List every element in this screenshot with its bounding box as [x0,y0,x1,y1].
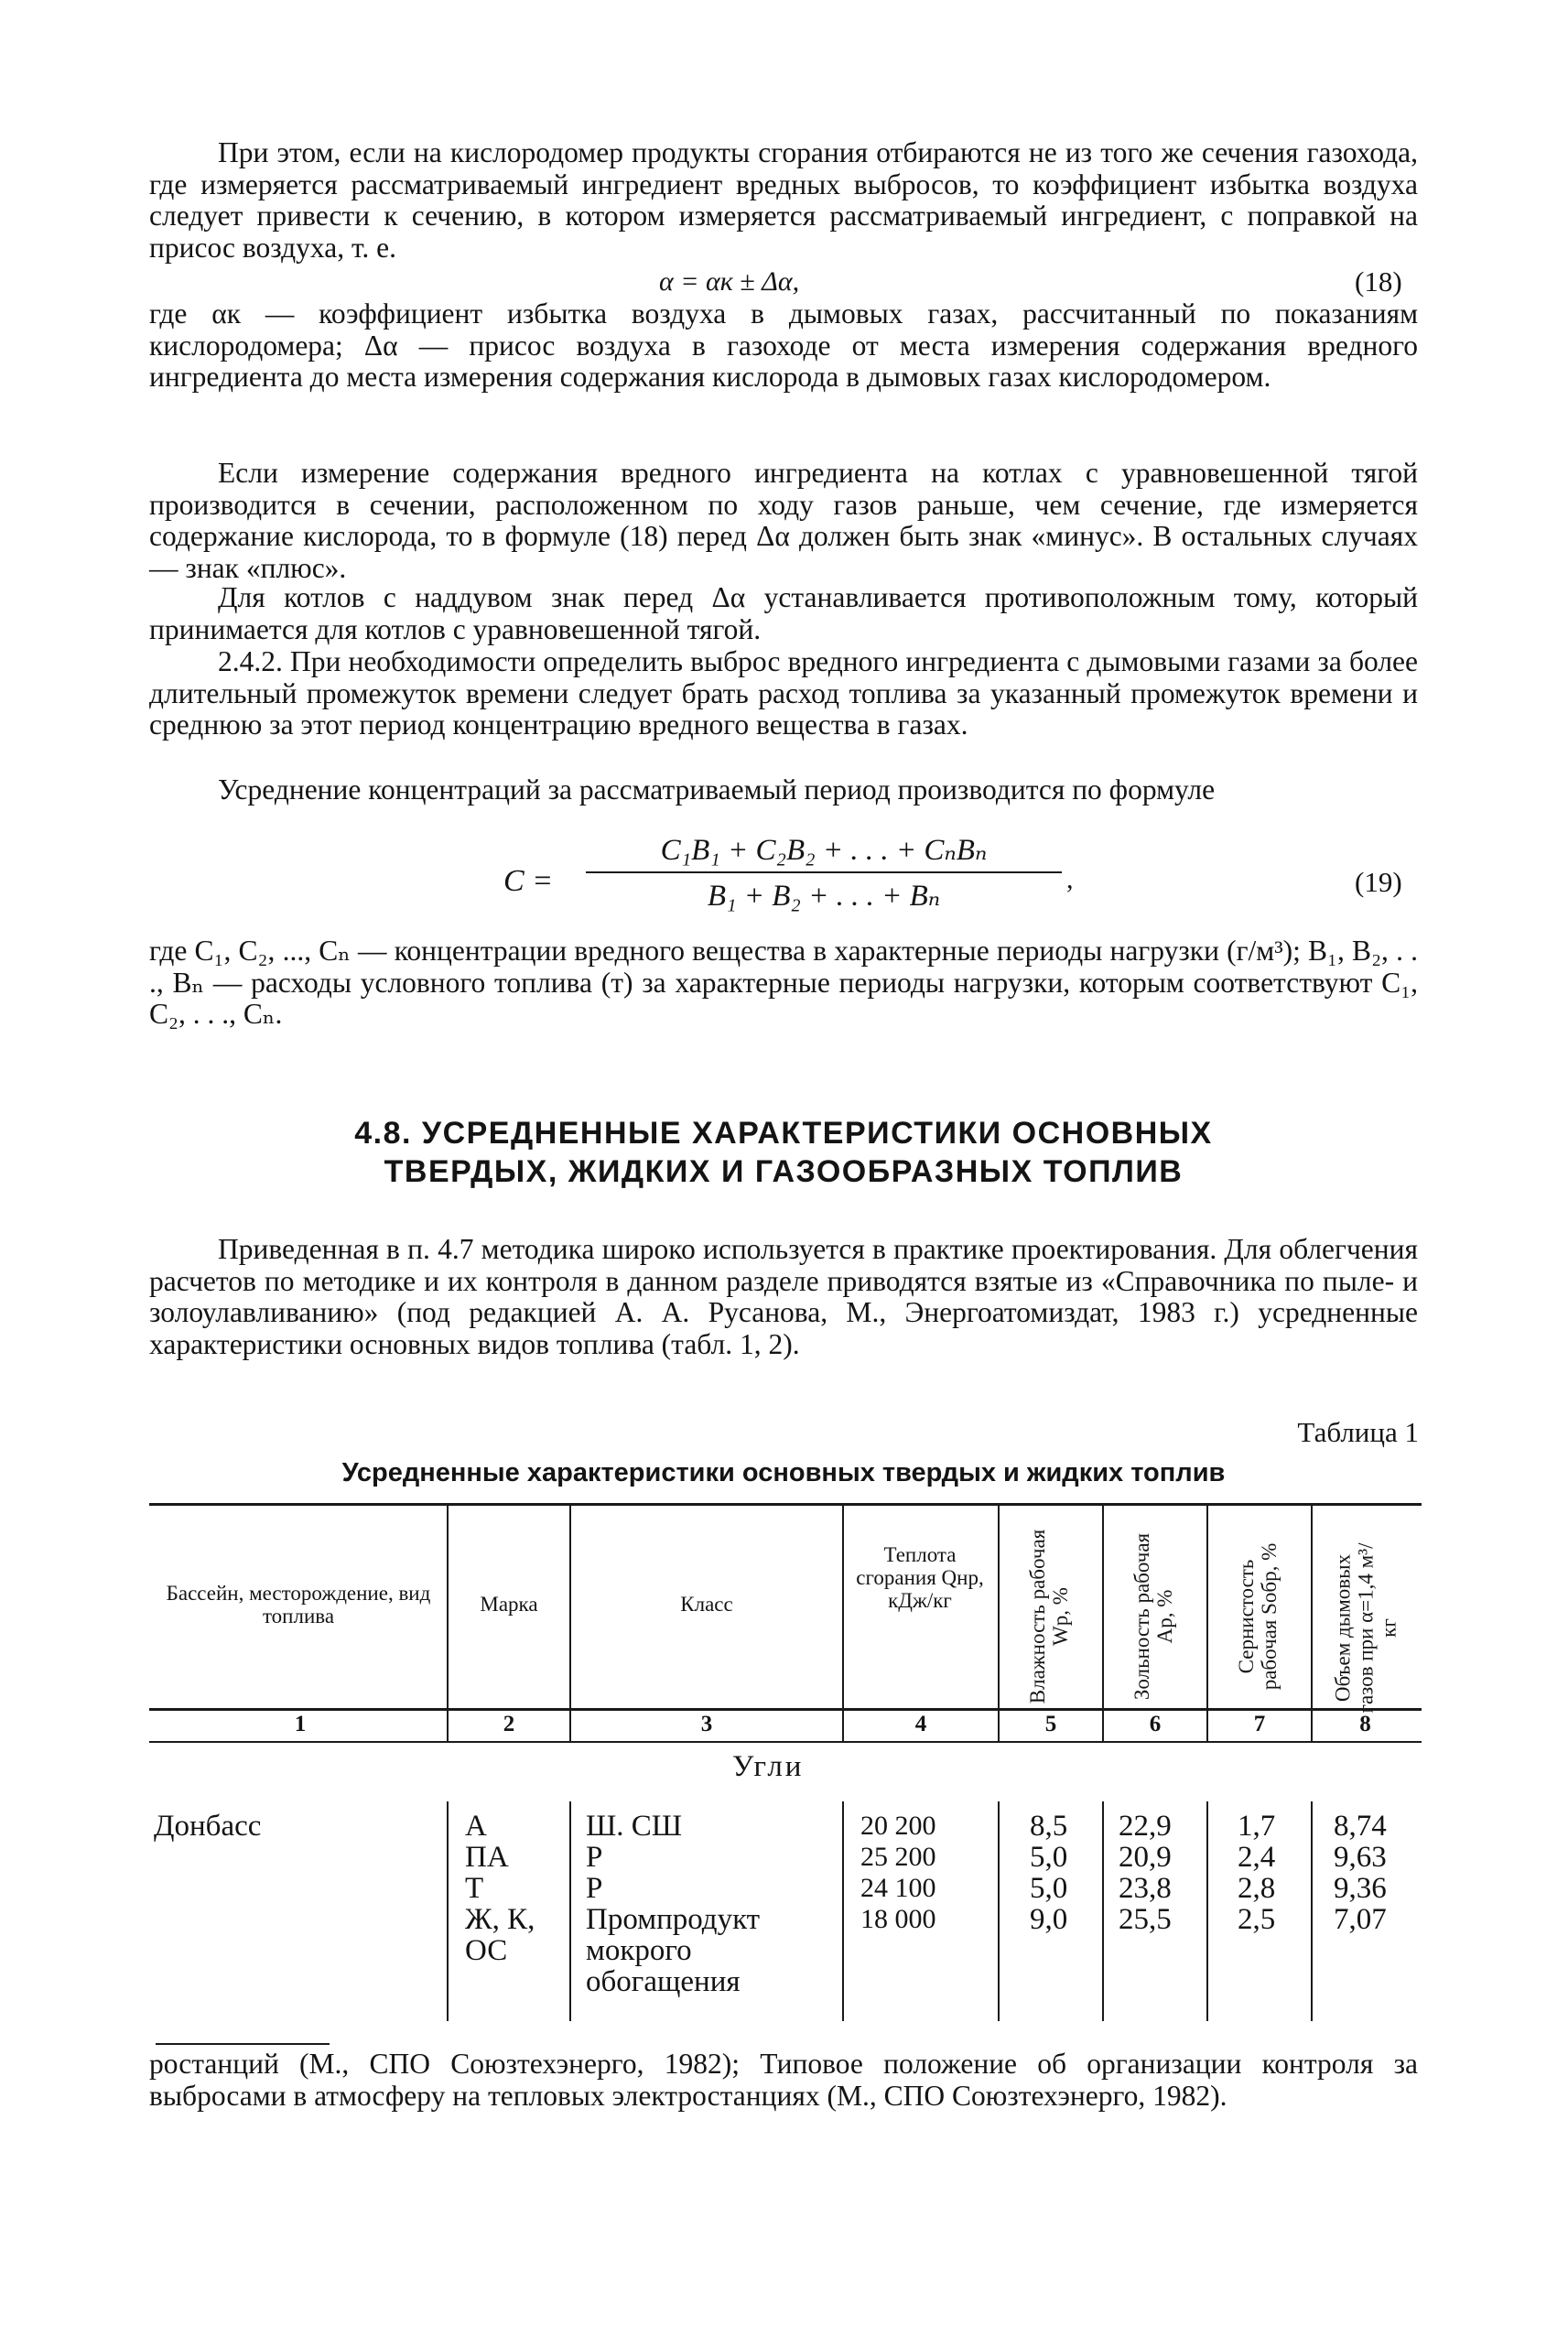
cell-class-5: мокрого [586,1934,692,1967]
cell-basin: Донбасс [154,1810,262,1843]
cell-ash-2: 20,9 [1119,1841,1172,1874]
header-ash: Зольность рабочая Aр, % [1130,1532,1176,1701]
cell-class-2: Р [586,1841,603,1874]
col-number-4: 4 [914,1712,927,1736]
cell-sulfur-1: 1,7 [1238,1810,1276,1843]
cell-mark-1: А [465,1810,487,1843]
equation-19-fraction-bar [586,871,1062,873]
paragraph-7: где C₁, C₂, ..., Cₙ — концентрации вредного вещества в характерные периоды нагрузки (г/м³); B₁, B₂, . . ., Bₙ — расходы условного топлива (т) за характерные периоды нагрузки, которым соответствуют C₁, C₂, . . ., Cₙ. [149,935,1418,1030]
cell-sulfur-3: 2,8 [1238,1872,1276,1905]
header-moisture: Влажность рабочая Wр, % [1026,1529,1072,1704]
cell-sulfur-4: 2,5 [1238,1903,1276,1936]
cell-moisture-4: 9,0 [1030,1903,1068,1936]
cell-ash-4: 25,5 [1119,1903,1172,1936]
cell-ash-3: 23,8 [1119,1872,1172,1905]
cell-heat-4: 18 000 [860,1904,936,1934]
cell-ash-1: 22,9 [1119,1810,1172,1843]
paragraph-2: где αк — коэффициент избытка воздуха в дымовых газах, рассчитанный по показаниям кислородомера; Δα — присос воздуха в газоходе от места измерения содержания вредного ингредиента до места измерения содержания кислорода в дымовых газах кислородомером. [149,297,1418,393]
body-col-divider-7 [1311,1801,1313,2021]
cell-heat-1: 20 200 [860,1811,936,1841]
paragraph-8: Приведенная в п. 4.7 методика широко используется в практике проектирования. Для облегчения расчетов по методике и их контроля в данном разделе приводятся взятые из «Справочника по пыле- и золоулавливанию» (под редакцией А. А. Русанова, М., Энергоатомиздат, 1983 г.) усредненные характеристики основных видов топлива (табл. 1, 2). [149,1233,1418,1360]
cell-heat-2: 25 200 [860,1842,936,1872]
col-number-7: 7 [1253,1712,1266,1736]
equation-19-numerator: C₁B₁ + C₂B₂ + . . . + CₙBₙ [660,834,988,867]
table-col-divider-4 [998,1506,1000,1741]
col-number-8: 8 [1359,1712,1371,1736]
header-mark: Марка [480,1593,538,1616]
cell-gas-volume-2: 9,63 [1334,1841,1387,1874]
cell-moisture-3: 5,0 [1030,1872,1068,1905]
equation-18: α = αк ± Δα, [659,266,800,297]
equation-19-denominator: B₁ + B₂ + . . . + Bₙ [707,880,941,913]
table-col-divider-1 [447,1506,449,1741]
col-number-1: 1 [294,1712,307,1736]
cell-class-4: Промпродукт [586,1903,761,1936]
col-number-6: 6 [1149,1712,1162,1736]
body-col-divider-6 [1206,1801,1208,2021]
table-col-divider-5 [1102,1506,1104,1741]
equation-19-lhs: C = [503,864,554,898]
footnote-rule [156,2043,330,2045]
cell-moisture-2: 5,0 [1030,1841,1068,1874]
table-col-divider-7 [1311,1506,1313,1741]
paragraph-5: 2.4.2. При необходимости определить выброс вредного ингредиента с дымовыми газами за более длительный промежуток времени следует брать расход топлива за указанный промежуток времени и среднюю за этот период концентрацию вредного вещества в газах. [149,645,1418,741]
cell-class-1: Ш. СШ [586,1810,683,1843]
equation-19-comma: , [1066,864,1074,894]
cell-gas-volume-1: 8,74 [1334,1810,1387,1843]
equation-18-number: (18) [1355,265,1402,297]
cell-sulfur-2: 2,4 [1238,1841,1276,1874]
paragraph-3: Если измерение содержания вредного ингредиента на котлах с уравновешенной тягой производится в сечении, расположенном по ходу газов раньше, чем сечение, где измеряется содержание кислорода, то в формуле (18) перед Δα должен быть знак «минус». В остальных случаях — знак «плюс». [149,457,1418,584]
section-heading-line-2: ТВЕРДЫХ, ЖИДКИХ И ГАЗООБРАЗНЫХ ТОПЛИВ [384,1154,1184,1189]
table-col-divider-2 [569,1506,571,1741]
col-number-3: 3 [700,1712,713,1736]
section-heading-line-1: 4.8. УСРЕДНЕННЫЕ ХАРАКТЕРИСТИКИ ОСНОВНЫХ [354,1116,1213,1151]
header-basin: Бассейн, месторождение, вид топлива [166,1582,431,1628]
cell-gas-volume-3: 9,36 [1334,1872,1387,1905]
table-title: Усредненные характеристики основных твердых и жидких топлив [341,1458,1226,1487]
cell-mark-2: ПА [465,1841,509,1874]
footnote: ростанций (М., СПО Союзтехэнерго, 1982); Типовое положение об организации контроля за выбросами в атмосферу на тепловых электростанциях (М., СПО Союзтехэнерго, 1982). [149,2048,1418,2112]
paragraph-4: Для котлов с наддувом знак перед Δα устанавливается противоположным тому, который принимается для котлов с уравновешенной тягой. [149,581,1418,645]
cell-mark-3: Т [465,1872,484,1905]
cell-gas-volume-4: 7,07 [1334,1903,1387,1936]
header-class: Класс [680,1593,733,1616]
cell-class-6: обогащения [586,1965,741,1998]
header-sulfur: Сернистость рабочая Sобр, % [1235,1542,1281,1691]
body-col-divider-2 [569,1801,571,2021]
table-section-coals: Угли [732,1750,805,1783]
header-gas-volume: Объем дымовых газов при α=1,4 м³/кг [1331,1542,1400,1714]
cell-class-3: Р [586,1872,603,1905]
cell-heat-3: 24 100 [860,1873,936,1903]
col-number-5: 5 [1044,1712,1057,1736]
header-heat: Теплота сгорания Qнр, кДж/кг [856,1543,984,1612]
paragraph-6: Усреднение концентраций за рассматриваемый период производится по формуле [218,773,1216,806]
col-number-2: 2 [503,1712,515,1736]
body-col-divider-4 [998,1801,1000,2021]
table-number-rule [149,1741,1422,1743]
paragraph-1: При этом, если на кислородомер продукты сгорания отбираются не из того же сечения газохода, где измеряется рассматриваемый ингредиент вредных выбросов, то коэффициент избытка воздуха следует привести к сечению, в котором измеряется рассматриваемый ингредиент, с поправкой на присос воздуха, т. е. [149,136,1418,264]
body-col-divider-5 [1102,1801,1104,2021]
equation-19-number: (19) [1355,866,1402,898]
cell-mark-5: ОС [465,1934,508,1967]
table-col-divider-6 [1206,1506,1208,1741]
table-col-divider-3 [842,1506,844,1741]
cell-mark-4: Ж, К, [465,1903,535,1936]
cell-moisture-1: 8,5 [1030,1810,1068,1843]
body-col-divider-1 [447,1801,449,2021]
body-col-divider-3 [842,1801,844,2021]
table-header-rule [149,1708,1422,1711]
table-label: Таблица 1 [1297,1416,1419,1448]
table-top-rule [149,1503,1422,1506]
